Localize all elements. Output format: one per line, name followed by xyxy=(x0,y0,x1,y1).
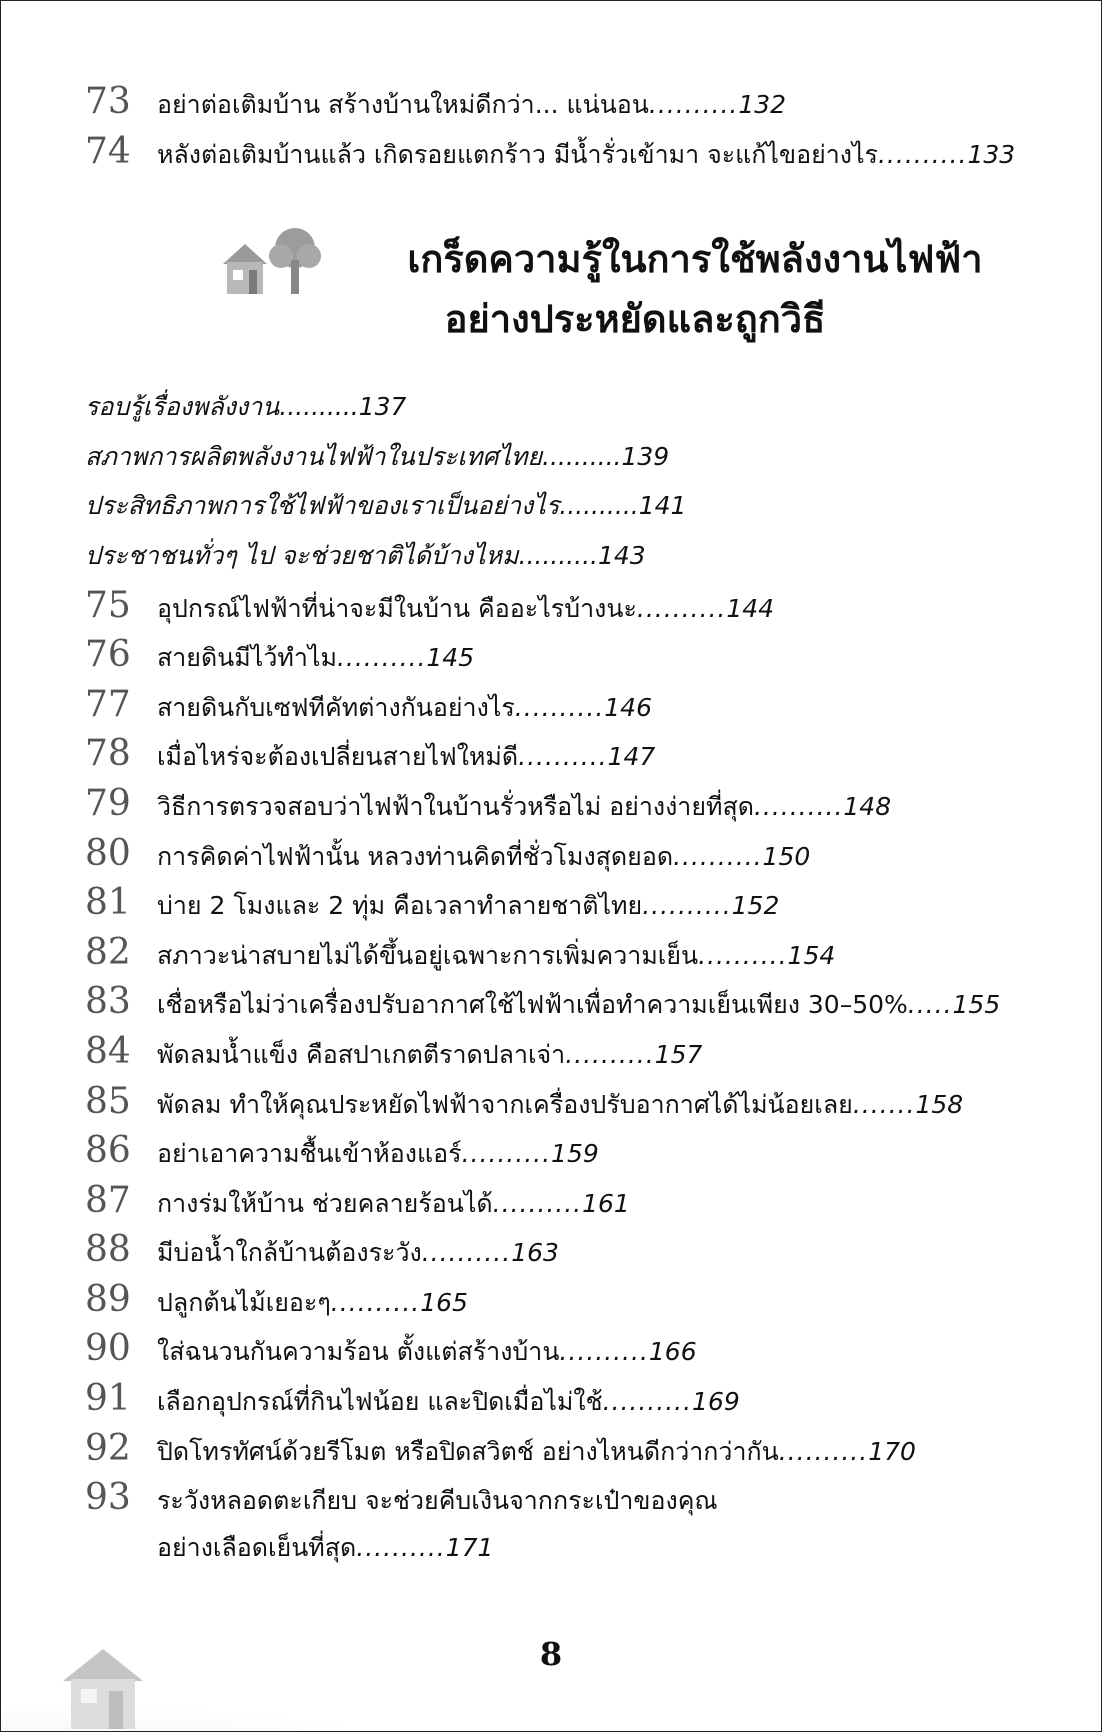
entry-title: สภาพการผลิตพลังงานไฟฟ้าในประเทศไทย xyxy=(85,441,543,471)
toc-entry-list xyxy=(85,581,1045,1523)
entry-leader: ....... xyxy=(852,1089,916,1119)
entry-number: 77 xyxy=(85,683,131,725)
entry-page: 152 xyxy=(731,891,780,921)
entry-title: พัดลมน้ำแข็ง คือสปาเกตตีราดปลาเจ่า xyxy=(157,1039,566,1069)
toc-entry-90 xyxy=(85,1324,1045,1374)
section-heading xyxy=(85,222,1045,382)
entry-number: 88 xyxy=(85,1229,131,1271)
entry-number: 76 xyxy=(85,634,131,676)
entry-leader: .......... xyxy=(492,1188,583,1218)
entry-page: 163 xyxy=(511,1238,559,1268)
toc-entry-85 xyxy=(85,1077,1045,1127)
entry-leader: .......... xyxy=(673,841,763,871)
entry-leader: .......... xyxy=(518,540,598,570)
entry-page: 146 xyxy=(604,692,652,722)
entry-number: 91 xyxy=(85,1378,131,1420)
entry-number: 92 xyxy=(85,1427,131,1469)
entry-leader: .......... xyxy=(602,1387,693,1417)
entry-title: ใส่ฉนวนกันความร้อน ตั้งแต่สร้างบ้าน xyxy=(157,1337,560,1367)
entry-number: 78 xyxy=(85,733,131,775)
entry-number: 84 xyxy=(85,1030,131,1072)
entry-page: 166 xyxy=(648,1337,697,1367)
entry-page: 133 xyxy=(967,139,1016,169)
entry-page: 171 xyxy=(445,1532,494,1562)
entry-title: บ่าย 2 โมงและ 2 ทุ่ม คือเวลาทำลายชาติไทย xyxy=(157,891,643,921)
toc-entry-87 xyxy=(85,1176,1045,1226)
toc-entry-73 xyxy=(85,77,1045,127)
entry-page: 161 xyxy=(582,1188,630,1218)
entry-title: พัดลม ทำให้คุณประหยัดไฟฟ้าจากเครื่องปรับอากาศได้ไม่น้อยเลย xyxy=(157,1089,853,1119)
entry-page: 141 xyxy=(638,491,687,521)
entry-leader: .......... xyxy=(421,1238,512,1268)
toc-entry-88 xyxy=(85,1225,1045,1275)
toc-entry-86 xyxy=(85,1126,1045,1176)
entry-page: 139 xyxy=(621,441,670,471)
entry-title: ปลูกต้นไม้เยอะๆ xyxy=(157,1287,331,1317)
entry-leader: .......... xyxy=(648,90,739,119)
entry-leader: .......... xyxy=(461,1139,552,1169)
entry-page: 144 xyxy=(726,593,775,623)
entry-number: 75 xyxy=(85,584,131,626)
entry-title: สภาวะน่าสบายไม่ได้ขึ้นอยู่เฉพาะการเพิ่มความเย็น xyxy=(157,940,699,970)
entry-leader: .......... xyxy=(514,692,605,722)
entry-title: เชื่อหรือไม่ว่าเครื่องปรับอากาศใช้ไฟฟ้าเพื่อทำความเย็นเพียง 30–50% xyxy=(157,990,908,1020)
entry-leader: .......... xyxy=(565,1039,655,1069)
entry-leader: .......... xyxy=(559,1337,649,1367)
toc-intro-entry xyxy=(85,382,1045,432)
entry-page: 165 xyxy=(420,1287,468,1317)
toc-entry-78 xyxy=(85,729,1045,779)
entry-title: สายดินมีไว้ทำไม xyxy=(157,643,337,673)
entry-leader: .......... xyxy=(542,441,622,471)
entry-leader: .......... xyxy=(279,392,359,422)
toc-entry-80 xyxy=(85,829,1045,879)
entry-number: 82 xyxy=(85,931,131,973)
entry-title: มีบ่อน้ำใกล้บ้านต้องระวัง xyxy=(157,1238,422,1268)
entry-leader: .......... xyxy=(753,791,844,821)
toc-entry-77 xyxy=(85,680,1045,730)
entry-page: 145 xyxy=(426,643,475,673)
entry-leader: ..... xyxy=(907,990,953,1020)
toc-intro-entry xyxy=(85,481,1045,531)
entry-leader: .......... xyxy=(778,1436,869,1466)
entry-leader: .......... xyxy=(698,940,788,970)
entry-leader: .......... xyxy=(877,139,968,169)
entry-title: รอบรู้เรื่องพลังงาน xyxy=(85,392,280,422)
toc-entry-82 xyxy=(85,928,1045,978)
entry-leader: .......... xyxy=(356,1532,446,1562)
toc-entry-84 xyxy=(85,1027,1045,1077)
entry-page: 155 xyxy=(952,990,1001,1020)
entry-number: 83 xyxy=(85,981,131,1023)
entry-title: หลังต่อเติมบ้านแล้ว เกิดรอยแตกร้าว มีน้ำรั่วเข้ามา จะแก้ไขอย่างไร xyxy=(157,139,878,169)
table-of-contents xyxy=(85,77,1045,1572)
entry-number: 81 xyxy=(85,882,131,924)
entry-leader: .......... xyxy=(636,593,727,623)
entry-page: 143 xyxy=(597,540,646,570)
entry-title: การคิดค่าไฟฟ้านั้น หลวงท่านคิดที่ชั่วโมงสุดยอด xyxy=(157,841,674,871)
toc-entry-79 xyxy=(85,779,1045,829)
entry-number: 86 xyxy=(85,1130,131,1172)
entry-page: 154 xyxy=(787,940,836,970)
toc-entry-76 xyxy=(85,630,1045,680)
entry-leader: .......... xyxy=(559,491,639,521)
entry-title: อย่างเลือดเย็นที่สุด xyxy=(157,1532,357,1562)
entry-page: 169 xyxy=(692,1387,740,1417)
entry-number: 74 xyxy=(85,130,131,172)
entry-page: 158 xyxy=(915,1089,964,1119)
entry-title: อย่าต่อเติมบ้าน สร้างบ้านใหม่ดีกว่า... แน่นอน xyxy=(157,90,649,119)
house-icon xyxy=(1,1601,521,1731)
entry-number: 93 xyxy=(85,1477,131,1519)
entry-title: ประสิทธิภาพการใช้ไฟฟ้าของเราเป็นอย่างไร xyxy=(85,491,560,521)
entry-number: 89 xyxy=(85,1278,131,1320)
page-number: 8 xyxy=(539,1635,563,1673)
toc-entry-83 xyxy=(85,977,1045,1027)
toc-entry-81 xyxy=(85,878,1045,928)
entry-title: เลือกอุปกรณ์ที่กินไฟน้อย และปิดเมื่อไม่ใช้ xyxy=(157,1387,603,1417)
toc-entry-89 xyxy=(85,1275,1045,1325)
entry-leader: .......... xyxy=(642,891,732,921)
entry-number: 85 xyxy=(85,1080,131,1122)
entry-leader: .......... xyxy=(330,1287,421,1317)
entry-number: 73 xyxy=(85,81,131,122)
entry-title: เมื่อไหร่จะต้องเปลี่ยนสายไฟใหม่ดี xyxy=(157,742,519,772)
entry-leader: .......... xyxy=(336,643,427,673)
entry-title: ประชาชนทั่วๆ ไป จะช่วยชาติได้บ้างไหม xyxy=(85,540,519,570)
section-title-line-1: เกร็ดความรู้ในการใช้พลังงานไฟฟ้า xyxy=(407,237,983,282)
entry-page: 137 xyxy=(358,392,407,422)
entry-number: 79 xyxy=(85,782,131,824)
entry-page: 170 xyxy=(868,1436,916,1466)
entry-title: อุปกรณ์ไฟฟ้าที่น่าจะมีในบ้าน คืออะไรบ้างนะ xyxy=(157,593,637,623)
entry-number: 90 xyxy=(85,1328,131,1370)
toc-entry-93 xyxy=(85,1473,1045,1523)
entry-title: วิธีการตรวจสอบว่าไฟฟ้าในบ้านรั่วหรือไม่ อย่างง่ายที่สุด xyxy=(157,791,754,821)
entry-number: 80 xyxy=(85,832,131,874)
entry-page: 132 xyxy=(738,90,787,119)
entry-title: กางร่มให้บ้าน ช่วยคลายร้อนได้ xyxy=(157,1188,493,1218)
entry-page: 157 xyxy=(654,1039,703,1069)
section-title-line-2: อย่างประหยัดและถูกวิธี xyxy=(444,297,826,342)
toc-entry-75 xyxy=(85,581,1045,631)
toc-entry-93-continuation xyxy=(157,1523,1045,1573)
entry-page: 150 xyxy=(762,841,811,871)
entry-title: ระวังหลอดตะเกียบ จะช่วยคีบเงินจากกระเป๋าของคุณ xyxy=(157,1486,718,1516)
entry-title: สายดินกับเซฟทีคัทต่างกันอย่างไร xyxy=(157,692,515,722)
toc-entry-91 xyxy=(85,1374,1045,1424)
toc-entry-74 xyxy=(85,127,1045,177)
entry-number: 87 xyxy=(85,1179,131,1221)
entry-title: อย่าเอาความชื้นเข้าห้องแอร์ xyxy=(157,1139,462,1169)
entry-page: 148 xyxy=(843,791,892,821)
toc-intro-entry xyxy=(85,531,1045,581)
entry-title: ปิดโทรทัศน์ด้วยรีโมต หรือปิดสวิตช์ อย่างไหนดีกว่ากว่ากัน xyxy=(157,1436,779,1466)
entry-page: 147 xyxy=(607,742,656,772)
toc-entry-92 xyxy=(85,1424,1045,1474)
entry-leader: .......... xyxy=(518,742,608,772)
toc-intro-entry xyxy=(85,432,1045,482)
entry-page: 159 xyxy=(551,1139,599,1169)
